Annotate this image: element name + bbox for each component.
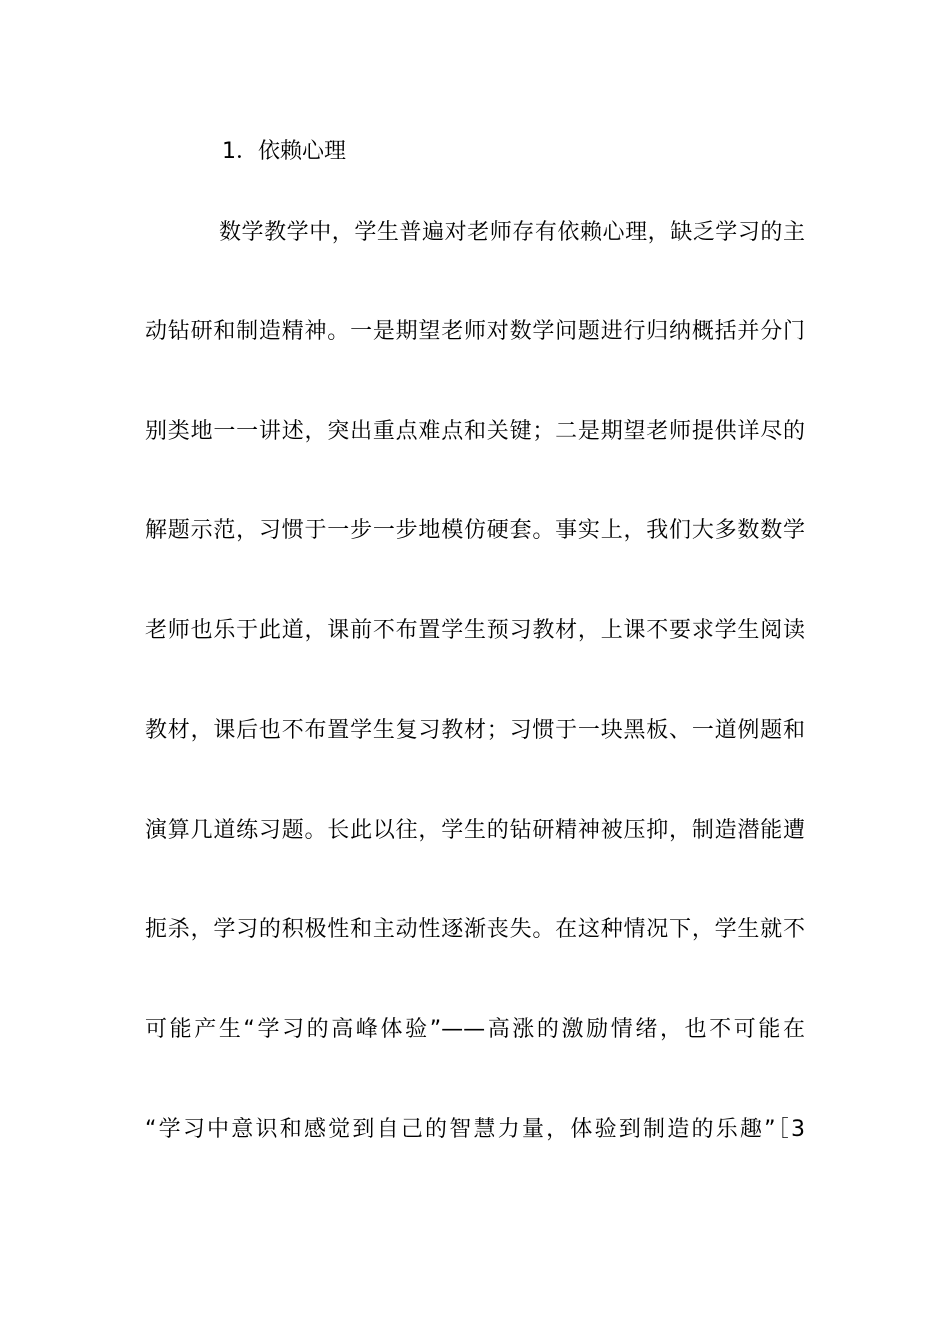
paragraph-line: 教材，课后也不布置学生复习教材；习惯于一块黑板、一道例题和 (145, 718, 805, 743)
paragraph-line: 老师也乐于此道，课前不布置学生预习教材，上课不要求学生阅读 (145, 618, 805, 643)
paragraph-line: 别类地一一讲述，突出重点难点和关键；二是期望老师提供详尽的 (145, 419, 805, 444)
paragraph-line: 演算几道练习题。长此以往，学生的钻研精神被压抑，制造潜能遭 (145, 818, 805, 843)
paragraph-line: 数学教学中，学生普遍对老师存有依赖心理，缺乏学习的主 (219, 220, 805, 245)
paragraph-line: 动钻研和制造精神。一是期望老师对数学问题进行归纳概括并分门 (145, 319, 805, 344)
paragraph-line: 解题示范，习惯于一步一步地模仿硬套。事实上，我们大多数数学 (145, 518, 805, 543)
paragraph-line: 扼杀，学习的积极性和主动性逐渐丧失。在这种情况下，学生就不 (145, 917, 805, 942)
paragraph-line: 可能产生“学习的高峰体验”——高涨的激励情绪，也不可能在 (145, 1017, 805, 1042)
paragraph-line: “学习中意识和感觉到自己的智慧力量，体验到制造的乐趣”［3 (145, 1117, 805, 1142)
section-heading: 1．依赖心理 (222, 139, 346, 164)
